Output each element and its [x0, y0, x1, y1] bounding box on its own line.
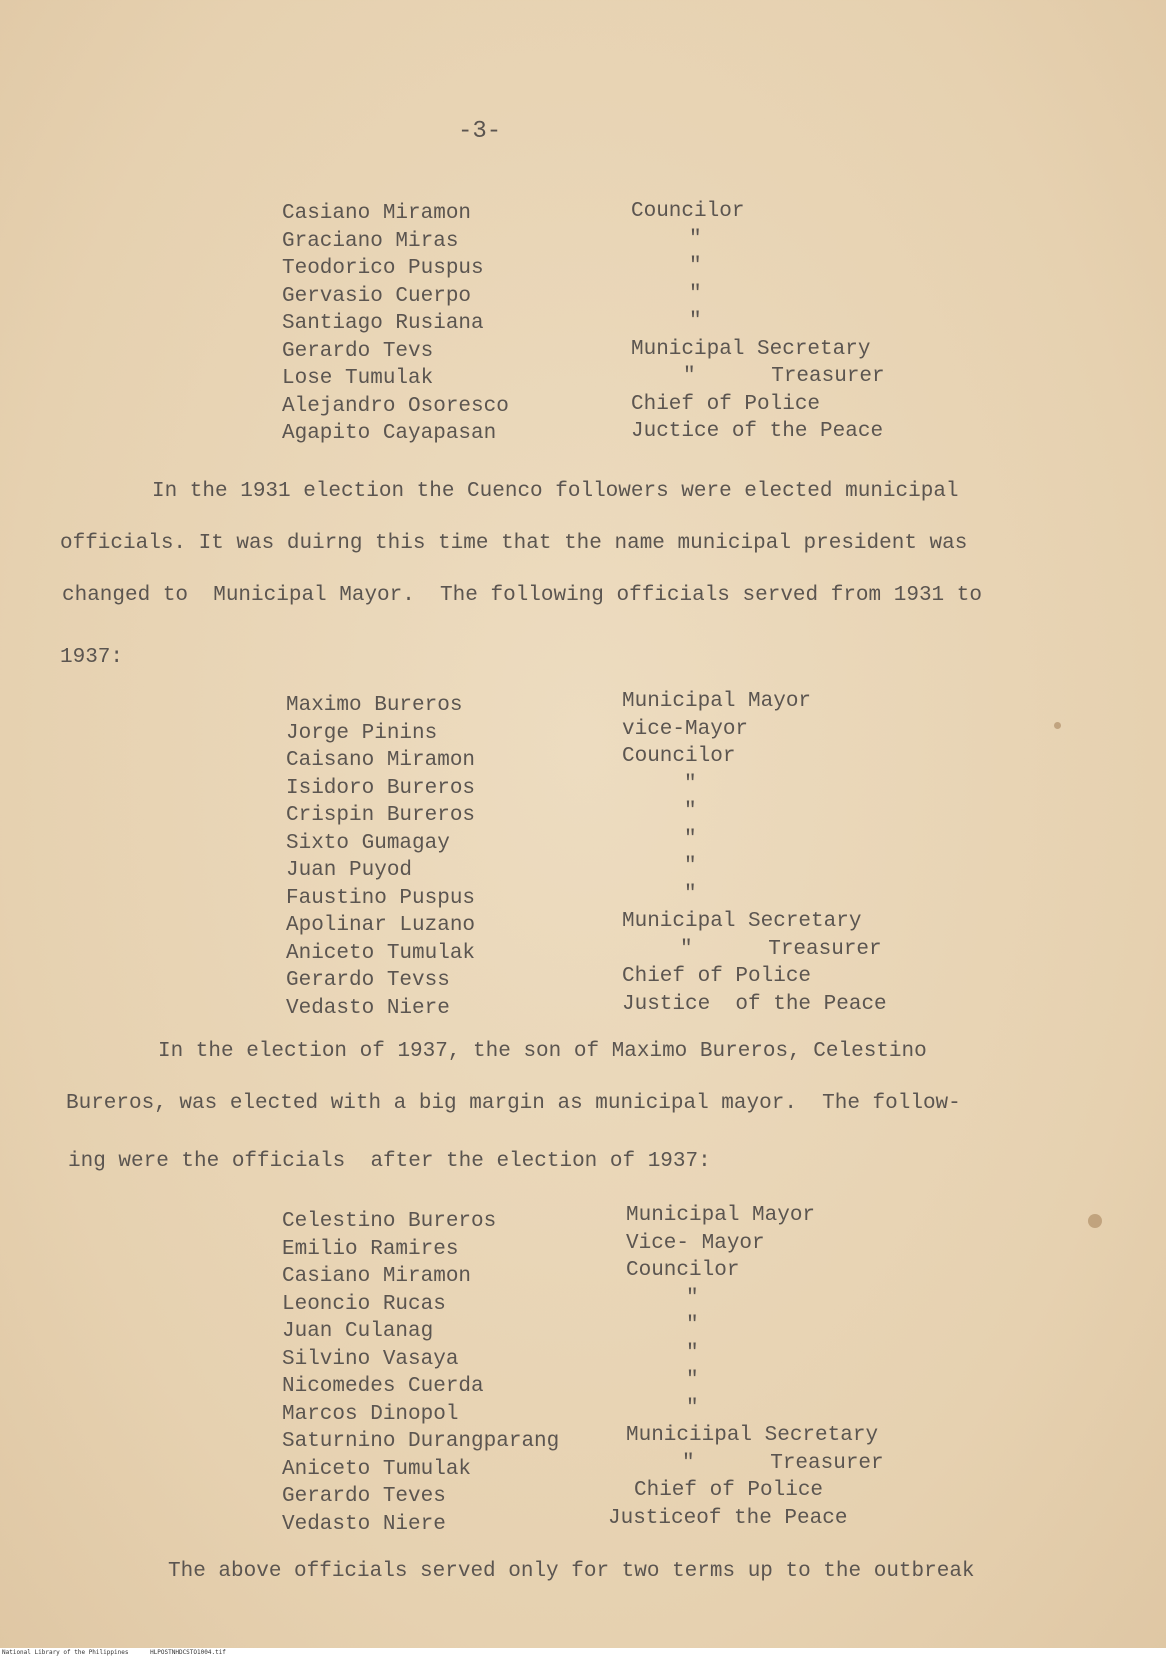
official-name: Isidoro Bureros — [286, 776, 476, 800]
officials-names-1937 — [282, 1208, 602, 1538]
official-name: Nicomedes Cuerda — [282, 1375, 484, 1398]
official-name: Saturnino Durangparang — [282, 1430, 560, 1453]
official-title: " — [689, 282, 702, 306]
footer-filename: HLPOSTNHDCSTO1004.tif — [150, 1649, 226, 1656]
official-title: " Treasurer — [682, 1451, 884, 1475]
official-title: Municipal Secretary — [631, 337, 871, 361]
official-title: Chief of Police — [634, 1479, 824, 1502]
paragraph-line: officials. It was duirng this time that the name municipal president was — [60, 532, 968, 555]
official-name: Crispin Bureros — [286, 804, 476, 827]
paragraph-line: The above officials served only for two terms up to the outbreak — [168, 1560, 975, 1583]
official-name: Caisano Miramon — [286, 749, 476, 772]
official-title: " Treasurer — [680, 937, 882, 961]
paragraph-line: Bureros, was elected with a big margin as municipal mayor. The follow- — [66, 1092, 961, 1115]
scan-footer — [0, 1648, 1166, 1658]
official-title: Chief of Police — [622, 965, 812, 988]
official-title: Justice of the Peace — [622, 992, 887, 1016]
official-title: " — [689, 227, 702, 251]
official-name: Gerardo Tevs — [282, 339, 434, 363]
official-title: " — [686, 1341, 699, 1365]
officials-names-1931-1937 — [286, 692, 586, 1022]
official-name: Leoncio Rucas — [282, 1292, 446, 1316]
officials-titles-1931-1937 — [622, 688, 942, 1018]
official-name: Silvino Vasaya — [282, 1347, 459, 1371]
official-name: Faustino Puspus — [286, 886, 476, 910]
official-title: " — [686, 1396, 699, 1420]
official-name: Aniceto Tumulak — [282, 1457, 472, 1481]
official-title: vice-Mayor — [622, 717, 749, 741]
official-title: " — [684, 800, 697, 823]
official-name: Aniceto Tumulak — [286, 941, 476, 965]
official-name: Juan Culanag — [282, 1320, 434, 1343]
page-number: -3- — [458, 118, 502, 145]
official-name: Alejandro Osoresco — [282, 394, 509, 418]
official-name: Gervasio Cuerpo — [282, 284, 472, 308]
official-title: " — [686, 1314, 699, 1337]
official-name: Casiano Miramon — [282, 202, 472, 225]
official-title: " — [684, 827, 697, 851]
official-title: " — [686, 1286, 699, 1310]
paper-stain — [1088, 1214, 1102, 1228]
official-name: Jorge Pinins — [286, 721, 438, 745]
official-name: Marcos Dinopol — [282, 1402, 459, 1426]
official-title: Justiceof the Peace — [608, 1506, 848, 1530]
official-title: " — [689, 310, 702, 333]
official-name: Santiago Rusiana — [282, 312, 484, 335]
officials-titles-1931 — [631, 198, 931, 446]
official-name: Emilio Ramires — [282, 1237, 459, 1261]
official-title: Municipal Mayor — [622, 690, 812, 713]
official-title: Juctice of the Peace — [631, 420, 884, 443]
official-name: Juan Puyod — [286, 859, 413, 882]
official-title: " — [684, 772, 697, 796]
official-name: Casiano Miramon — [282, 1265, 472, 1288]
official-name: Vedasto Niere — [286, 996, 450, 1020]
official-title: " — [684, 855, 697, 878]
official-name: Maximo Bureros — [286, 694, 463, 717]
official-name: Lose Tumulak — [282, 367, 434, 390]
official-title: Councilor — [626, 1259, 740, 1282]
paper-stain — [1054, 722, 1061, 729]
official-name: Graciano Miras — [282, 229, 459, 253]
official-title: " Treasurer — [683, 365, 885, 388]
paragraph-line: ing were the officials after the election of 1937: — [68, 1150, 711, 1173]
official-name: Agapito Cayapasan — [282, 422, 497, 445]
footer-library: National Library of the Philippines — [2, 1649, 129, 1656]
official-name: Celestino Bureros — [282, 1210, 497, 1233]
official-title: " — [689, 255, 702, 278]
official-title: Municipal Mayor — [626, 1204, 816, 1227]
official-name: Gerardo Tevss — [286, 969, 450, 992]
paragraph-line: In the election of 1937, the son of Maximo Bureros, Celestino — [158, 1040, 927, 1063]
official-title: Councilor — [622, 745, 736, 768]
official-name: Gerardo Teves — [282, 1485, 446, 1508]
official-title: " — [684, 882, 697, 906]
paragraph-line: In the 1931 election the Cuenco followers were elected municipal — [152, 480, 959, 503]
paragraph-line: 1937: — [60, 646, 124, 669]
official-name: Teodorico Puspus — [282, 257, 484, 280]
paragraph-line: changed to Municipal Mayor. The following officials served from 1931 to — [62, 584, 982, 607]
official-name: Sixto Gumagay — [286, 831, 450, 855]
official-title: Councilor — [631, 200, 745, 223]
official-title: Municipal Secretary — [622, 910, 862, 933]
official-name: Vedasto Niere — [282, 1512, 446, 1536]
official-title: " — [686, 1369, 699, 1392]
officials-titles-1937 — [608, 1202, 946, 1532]
official-title: Chief of Police — [631, 392, 821, 416]
officials-names-1931 — [282, 200, 582, 448]
official-title: Municiipal Secretary — [626, 1424, 879, 1447]
official-title: Vice- Mayor — [626, 1231, 765, 1255]
official-name: Apolinar Luzano — [286, 914, 476, 937]
